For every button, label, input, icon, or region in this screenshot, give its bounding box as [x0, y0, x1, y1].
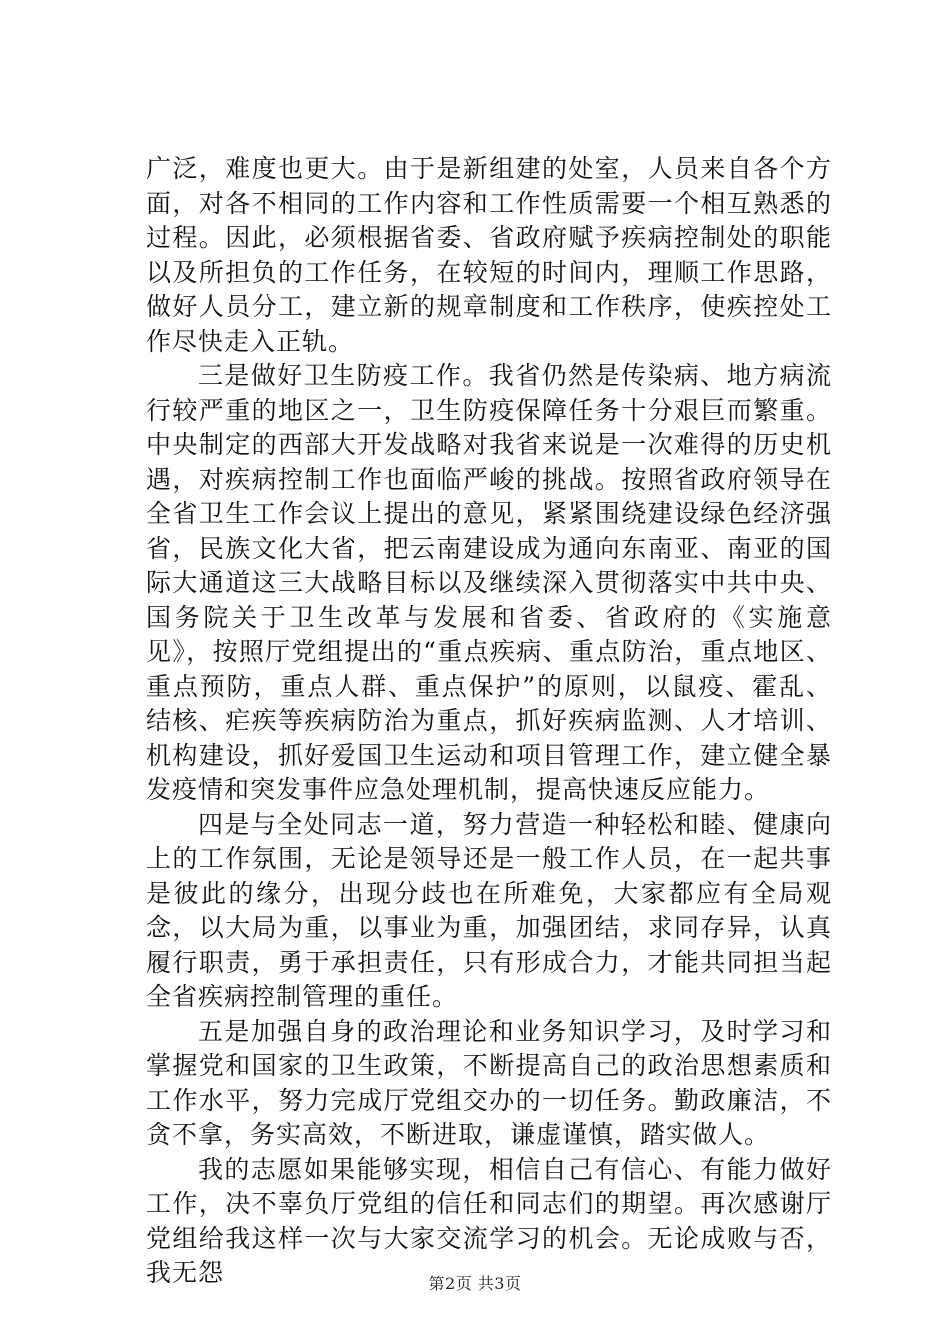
document-body: [146, 152, 832, 1291]
paragraph-5: 我的志愿如果能够实现，相信自己有信心、有能力做好工作，决不辜负厅党组的信任和同志们的期望。再次感谢厅党组给我这样一次与大家交流学习的机会。无论成败与否，我无怨: [146, 1154, 832, 1287]
paragraph-2: 三是做好卫生防疫工作。我省仍然是传染病、地方病流行较严重的地区之一，卫生防疫保障任务十分艰巨而繁重。中央制定的西部大开发战略对我省来说是一次难得的历史机遇，对疾病控制工作也面临严峻的挑战。按照省政府领导在全省卫生工作会议上提出的意见，紧紧围绕建设绿色经济强省，民族文化大省，把云南建设成为通向东南亚、南亚的国际大通道这三大战略目标以及继续深入贯彻落实中共中央、国务院关于卫生改革与发展和省委、省政府的《实施意见》，按照厅党组提出的“重点疾病、重点防治，重点地区、重点预防，重点人群、重点保护”的原则，以鼠疫、霍乱、结核、疟疾等疾病防治为重点，抓好疾病监测、人才培训、机构建设，抓好爱国卫生运动和项目管理工作，建立健全暴发疫情和突发事件应急处理机制，提高快速反应能力。: [146, 361, 832, 804]
paragraph-4: 五是加强自身的政治理论和业务知识学习，及时学习和掌握党和国家的卫生政策，不断提高自己的政治思想素质和工作水平，努力完成厅党组交办的一切任务。勤政廉洁，不贪不拿，务实高效，不断进取，谦虚谨慎，踏实做人。: [146, 1016, 832, 1149]
paragraph-3: 四是与全处同志一道，努力营造一种轻松和睦、健康向上的工作氛围，无论是领导还是一般工作人员，在一起共事是彼此的缘分，出现分歧也在所难免，大家都应有全局观念，以大局为重，以事业为重，加强团结，求同存异，认真履行职责，勇于承担责任，只有形成合力，才能共同担当起全省疾病控制管理的重任。: [146, 809, 832, 1011]
paragraph-1: 广泛，难度也更大。由于是新组建的处室，人员来自各个方面，对各不相同的工作内容和工作性质需要一个相互熟悉的过程。因此，必须根据省委、省政府赋予疾病控制处的职能以及所担负的工作任务，在较短的时间内，理顺工作思路，做好人员分工，建立新的规章制度和工作秩序，使疾控处工作尽快走入正轨。: [146, 154, 832, 356]
page-number-footer: 第2页 共3页: [428, 1274, 522, 1293]
